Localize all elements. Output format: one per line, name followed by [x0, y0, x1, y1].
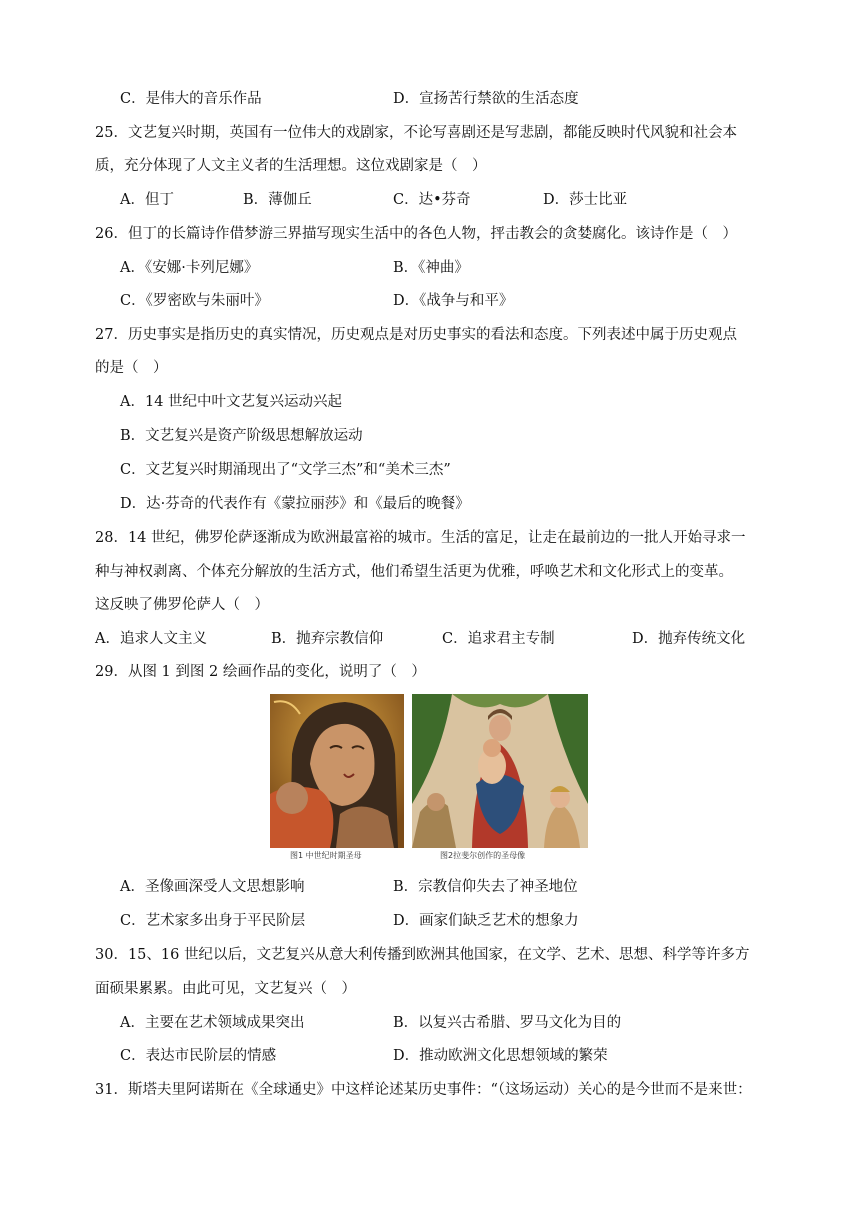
q28-stem-line-1: 28．14 世纪，佛罗伦萨逐渐成为欧洲最富裕的城市。生活的富足，让走在最前边的一批人开始寻求一 [95, 530, 746, 546]
q30-option-b[interactable]: B．以复兴古希腊、罗马文化为目的 [393, 1015, 622, 1031]
q28-option-c[interactable]: C．追求君主专制 [442, 631, 555, 647]
raphael-sistine-madonna-painting [412, 694, 588, 848]
q25-option-c[interactable]: C．达•芬奇 [393, 192, 471, 208]
q25-stem-line-1: 25．文艺复兴时期，英国有一位伟大的戏剧家，不论写喜剧还是写悲剧，都能反映时代风貌和社会本 [95, 125, 737, 141]
q24-option-d[interactable]: D．宣扬苦行禁欲的生活态度 [393, 91, 579, 107]
q25-option-d[interactable]: D．莎士比亚 [543, 192, 628, 208]
q30-option-c[interactable]: C．表达市民阶层的情感 [120, 1048, 277, 1064]
q29-option-c[interactable]: C．艺术家多出身于平民阶层 [120, 913, 306, 929]
q27-option-d[interactable]: D．达·芬奇的代表作有《蒙拉丽莎》和《最后的晚餐》 [120, 496, 470, 512]
q30-option-d[interactable]: D．推动欧洲文化思想领域的繁荣 [393, 1048, 608, 1064]
q28-stem-line-3: 这反映了佛罗伦萨人（ ） [95, 597, 269, 613]
q26-stem-line-1: 26．但丁的长篇诗作借梦游三界描写现实生活中的各色人物，抨击教会的贪婪腐化。该诗作是（ ） [95, 226, 737, 242]
medieval-madonna-painting [270, 694, 404, 848]
q31-stem-line-1: 31．斯塔夫里阿诺斯在《全球通史》中这样论述某历史事件：“（这场运动）关心的是今世而不是来世： [95, 1082, 752, 1098]
q26-option-a[interactable]: A．《安娜·卡列尼娜》 [120, 260, 259, 276]
q28-stem-line-2: 种与神权剥离、个体充分解放的生活方式，他们希望生活更为优雅，呼唤艺术和文化形式上的变革。 [95, 564, 733, 580]
q29-figures [270, 694, 590, 870]
q29-option-d[interactable]: D．画家们缺乏艺术的想象力 [393, 913, 579, 929]
q25-option-b[interactable]: B．薄伽丘 [243, 192, 312, 208]
q30-stem-line-2: 面硕果累累。由此可见，文艺复兴（ ） [95, 981, 356, 997]
figure-2-caption: 图2拉斐尔创作的圣母像 [440, 851, 526, 860]
q29-option-a[interactable]: A．圣像画深受人文思想影响 [120, 879, 305, 895]
q24-option-c[interactable]: C．是伟大的音乐作品 [120, 91, 262, 107]
q28-option-d[interactable]: D．抛弃传统文化 [632, 631, 746, 647]
q30-stem-line-1: 30．15、16 世纪以后，文艺复兴从意大利传播到欧洲其他国家，在文学、艺术、思想、科学等许多方 [95, 947, 750, 963]
q29-option-b[interactable]: B．宗教信仰失去了神圣地位 [393, 879, 578, 895]
q25-stem-line-2: 质，充分体现了人文主义者的生活理想。这位戏剧家是（ ） [95, 158, 487, 174]
q27-option-c[interactable]: C．文艺复兴时期涌现出了“文学三杰”和“美术三杰” [120, 462, 451, 478]
q30-option-a[interactable]: A．主要在艺术领域成果突出 [120, 1015, 305, 1031]
q28-option-b[interactable]: B．抛弃宗教信仰 [271, 631, 384, 647]
q29-stem-line-1: 29．从图 1 到图 2 绘画作品的变化，说明了（ ） [95, 664, 426, 680]
q28-option-a[interactable]: A．追求人文主义 [95, 631, 207, 647]
figure-1-caption: 图1 中世纪时期圣母 [290, 851, 362, 860]
q27-stem-line-1: 27．历史事实是指历史的真实情况，历史观点是对历史事实的看法和态度。下列表述中属于历史观点 [95, 327, 737, 343]
q26-option-d[interactable]: D．《战争与和平》 [393, 293, 514, 309]
q27-option-a[interactable]: A．14 世纪中叶文艺复兴运动兴起 [120, 394, 343, 410]
q27-option-b[interactable]: B．文艺复兴是资产阶级思想解放运动 [120, 428, 363, 444]
q26-option-b[interactable]: B．《神曲》 [393, 260, 469, 276]
q26-option-c[interactable]: C．《罗密欧与朱丽叶》 [120, 293, 269, 309]
q27-stem-line-2: 的是（ ） [95, 360, 168, 376]
q25-option-a[interactable]: A．但丁 [120, 192, 174, 208]
